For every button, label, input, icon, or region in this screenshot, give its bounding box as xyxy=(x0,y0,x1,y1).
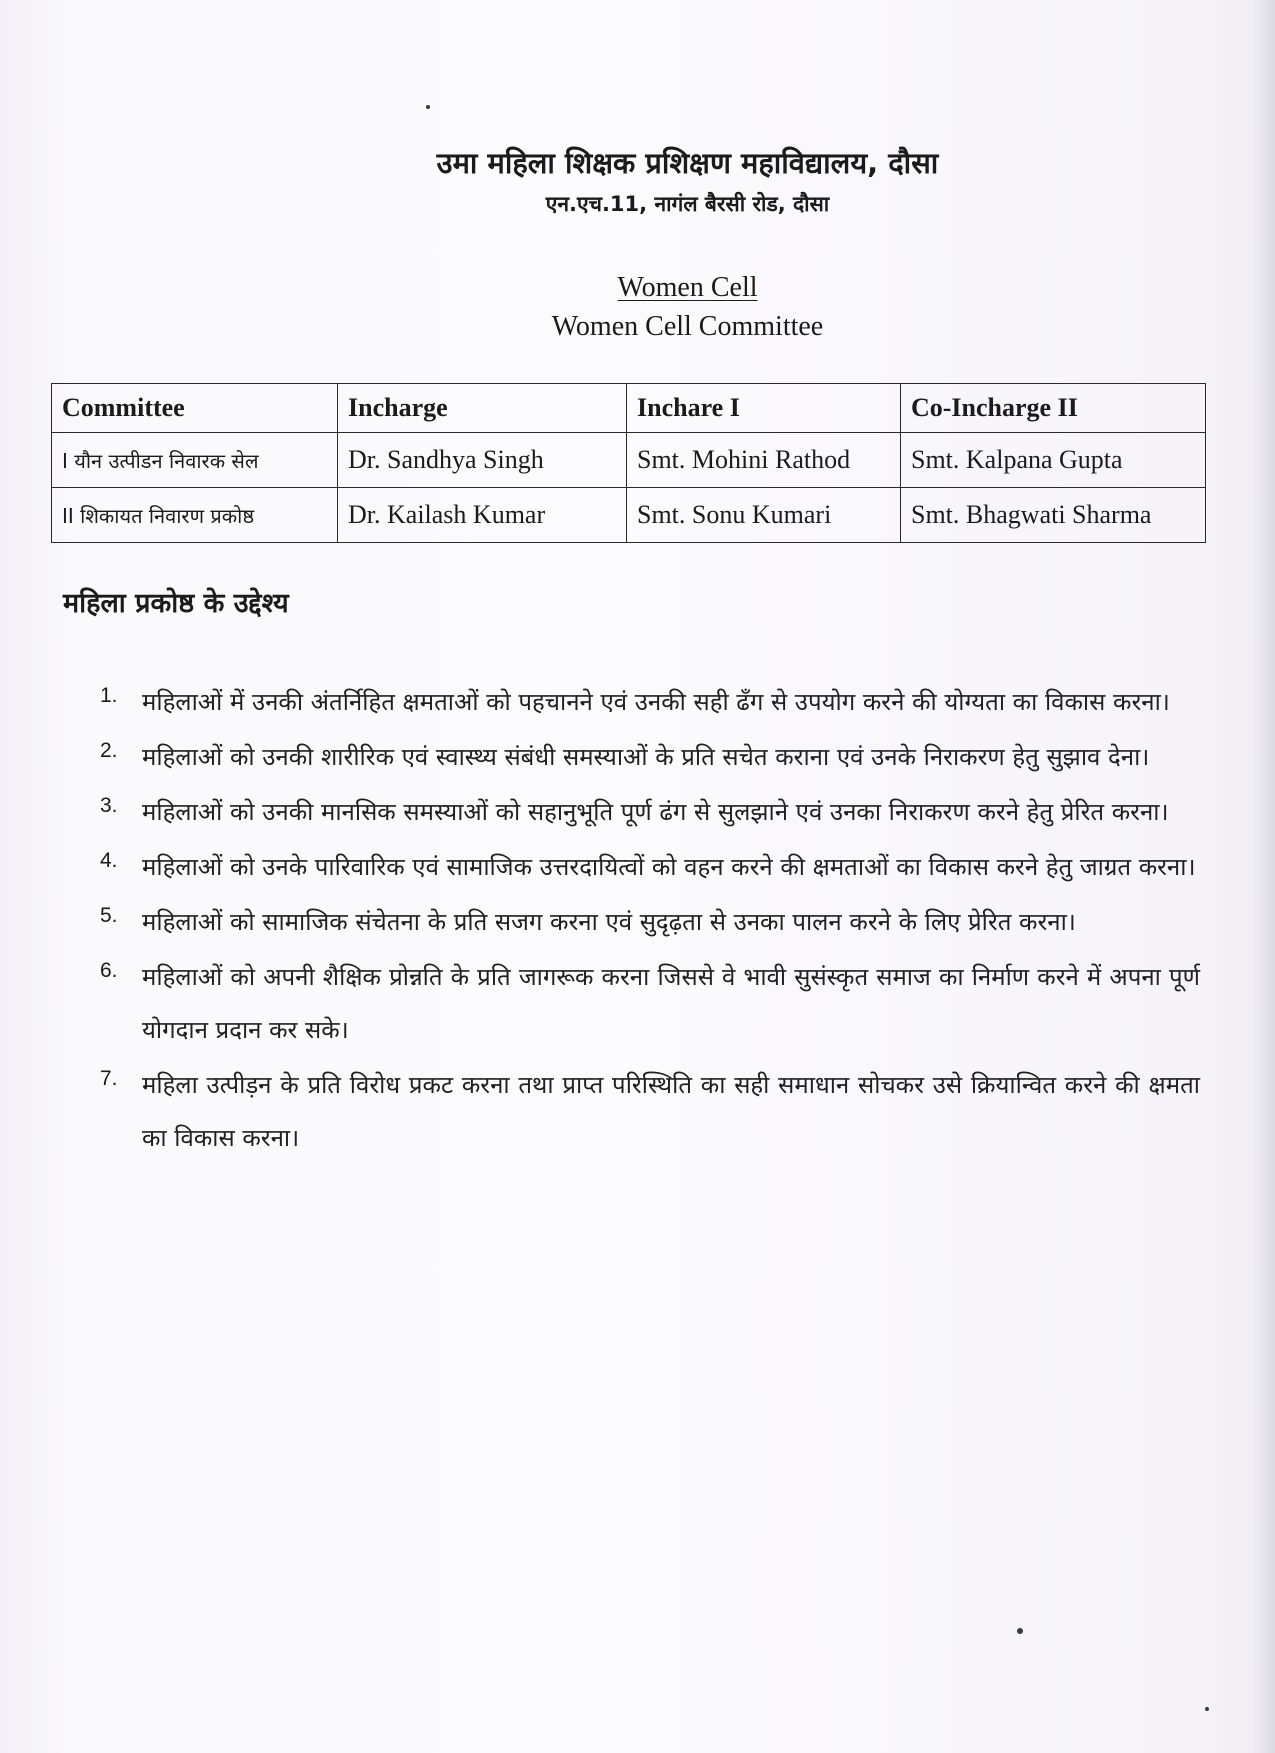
cell-title xyxy=(50,272,1275,304)
header-committee: Committee xyxy=(52,384,338,433)
list-item xyxy=(100,731,1200,784)
table-row xyxy=(52,488,1206,543)
committee-cell: II शिकायत निवारण प्रकोष्ठ xyxy=(52,488,338,543)
header-incharge-1: Inchare I xyxy=(627,384,901,433)
cell-subtitle: Women Cell Committee xyxy=(551,311,824,342)
list-item-number: 3. xyxy=(100,794,118,817)
list-item-text: महिलाओं को उनकी शारीरिक एवं स्वास्थ्य संबंधी समस्याओं के प्रति सचेत कराना एवं उनके निराकरण हेतु सुझाव देना। xyxy=(142,743,1150,771)
table-row xyxy=(52,433,1206,488)
list-item xyxy=(100,786,1200,839)
table-header-row xyxy=(52,384,1206,433)
list-item xyxy=(100,951,1200,1057)
scan-speck xyxy=(1205,1707,1209,1711)
cell-title-text: Women Cell xyxy=(617,272,758,303)
co-incharge-2-cell: Smt. Bhagwati Sharma xyxy=(901,488,1206,543)
list-item xyxy=(100,1059,1200,1165)
list-item-number: 7. xyxy=(100,1067,118,1090)
list-item xyxy=(100,676,1200,729)
scan-speck xyxy=(1017,1628,1023,1634)
list-item-number: 5. xyxy=(100,904,118,927)
header-co-incharge-2: Co-Incharge II xyxy=(901,384,1206,433)
incharge-cell: Dr. Sandhya Singh xyxy=(338,433,627,488)
page-edge-shadow xyxy=(1253,0,1275,1753)
college-address: एन.एच.11, नागंल बैरसी रोड, दौसा xyxy=(545,192,830,216)
list-item-number: 2. xyxy=(100,739,118,762)
objectives-list xyxy=(100,676,1200,1167)
list-item-text: महिला उत्पीड़न के प्रति विरोध प्रकट करना तथा प्राप्त परिस्थिति का सही समाधान सोचकर उसे क्रियान्वित करने की क्षमता का विकास करना। xyxy=(142,1071,1200,1152)
list-item-text: महिलाओं को अपनी शैक्षिक प्रोन्नति के प्रति जागरूक करना जिससे वे भावी सुसंस्कृत समाज का निर्माण करने में अपना पूर्ण योगदान प्रदान कर सके। xyxy=(142,963,1200,1044)
list-item-number: 4. xyxy=(100,849,118,872)
list-item-text: महिलाओं में उनकी अंतर्निहित क्षमताओं को पहचानने एवं उनकी सही ढँग से उपयोग करने की योग्यता का विकास करना। xyxy=(142,688,1170,716)
header-incharge: Incharge xyxy=(338,384,627,433)
list-item-number: 1. xyxy=(100,684,118,707)
list-item xyxy=(100,896,1200,949)
incharge-1-cell: Smt. Mohini Rathod xyxy=(627,433,901,488)
scan-speck xyxy=(426,105,430,109)
college-name: उमा महिला शिक्षक प्रशिक्षण महाविद्यालय, दौसा xyxy=(436,146,939,180)
list-item-number: 6. xyxy=(100,959,118,982)
list-item-text: महिलाओं को सामाजिक संचेतना के प्रति सजग करना एवं सुदृढ़ता से उनका पालन करने के लिए प्रेरित करना। xyxy=(142,908,1076,936)
list-item xyxy=(100,841,1200,894)
list-item-text: महिलाओं को उनकी मानसिक समस्याओं को सहानुभूति पूर्ण ढंग से सुलझाने एवं उनका निराकरण करने हेतु प्रेरित करना। xyxy=(142,798,1169,826)
committee-table xyxy=(51,383,1206,543)
objectives-title: महिला प्रकोष्ठ के उद्देश्य xyxy=(63,588,289,619)
list-item-text: महिलाओं को उनके पारिवारिक एवं सामाजिक उत्तरदायित्वों को वहन करने की क्षमताओं का विकास करने हेतु जाग्रत करना। xyxy=(142,853,1196,881)
co-incharge-2-cell: Smt. Kalpana Gupta xyxy=(901,433,1206,488)
committee-cell: I यौन उत्पीडन निवारक सेल xyxy=(52,433,338,488)
incharge-cell: Dr. Kailash Kumar xyxy=(338,488,627,543)
incharge-1-cell: Smt. Sonu Kumari xyxy=(627,488,901,543)
